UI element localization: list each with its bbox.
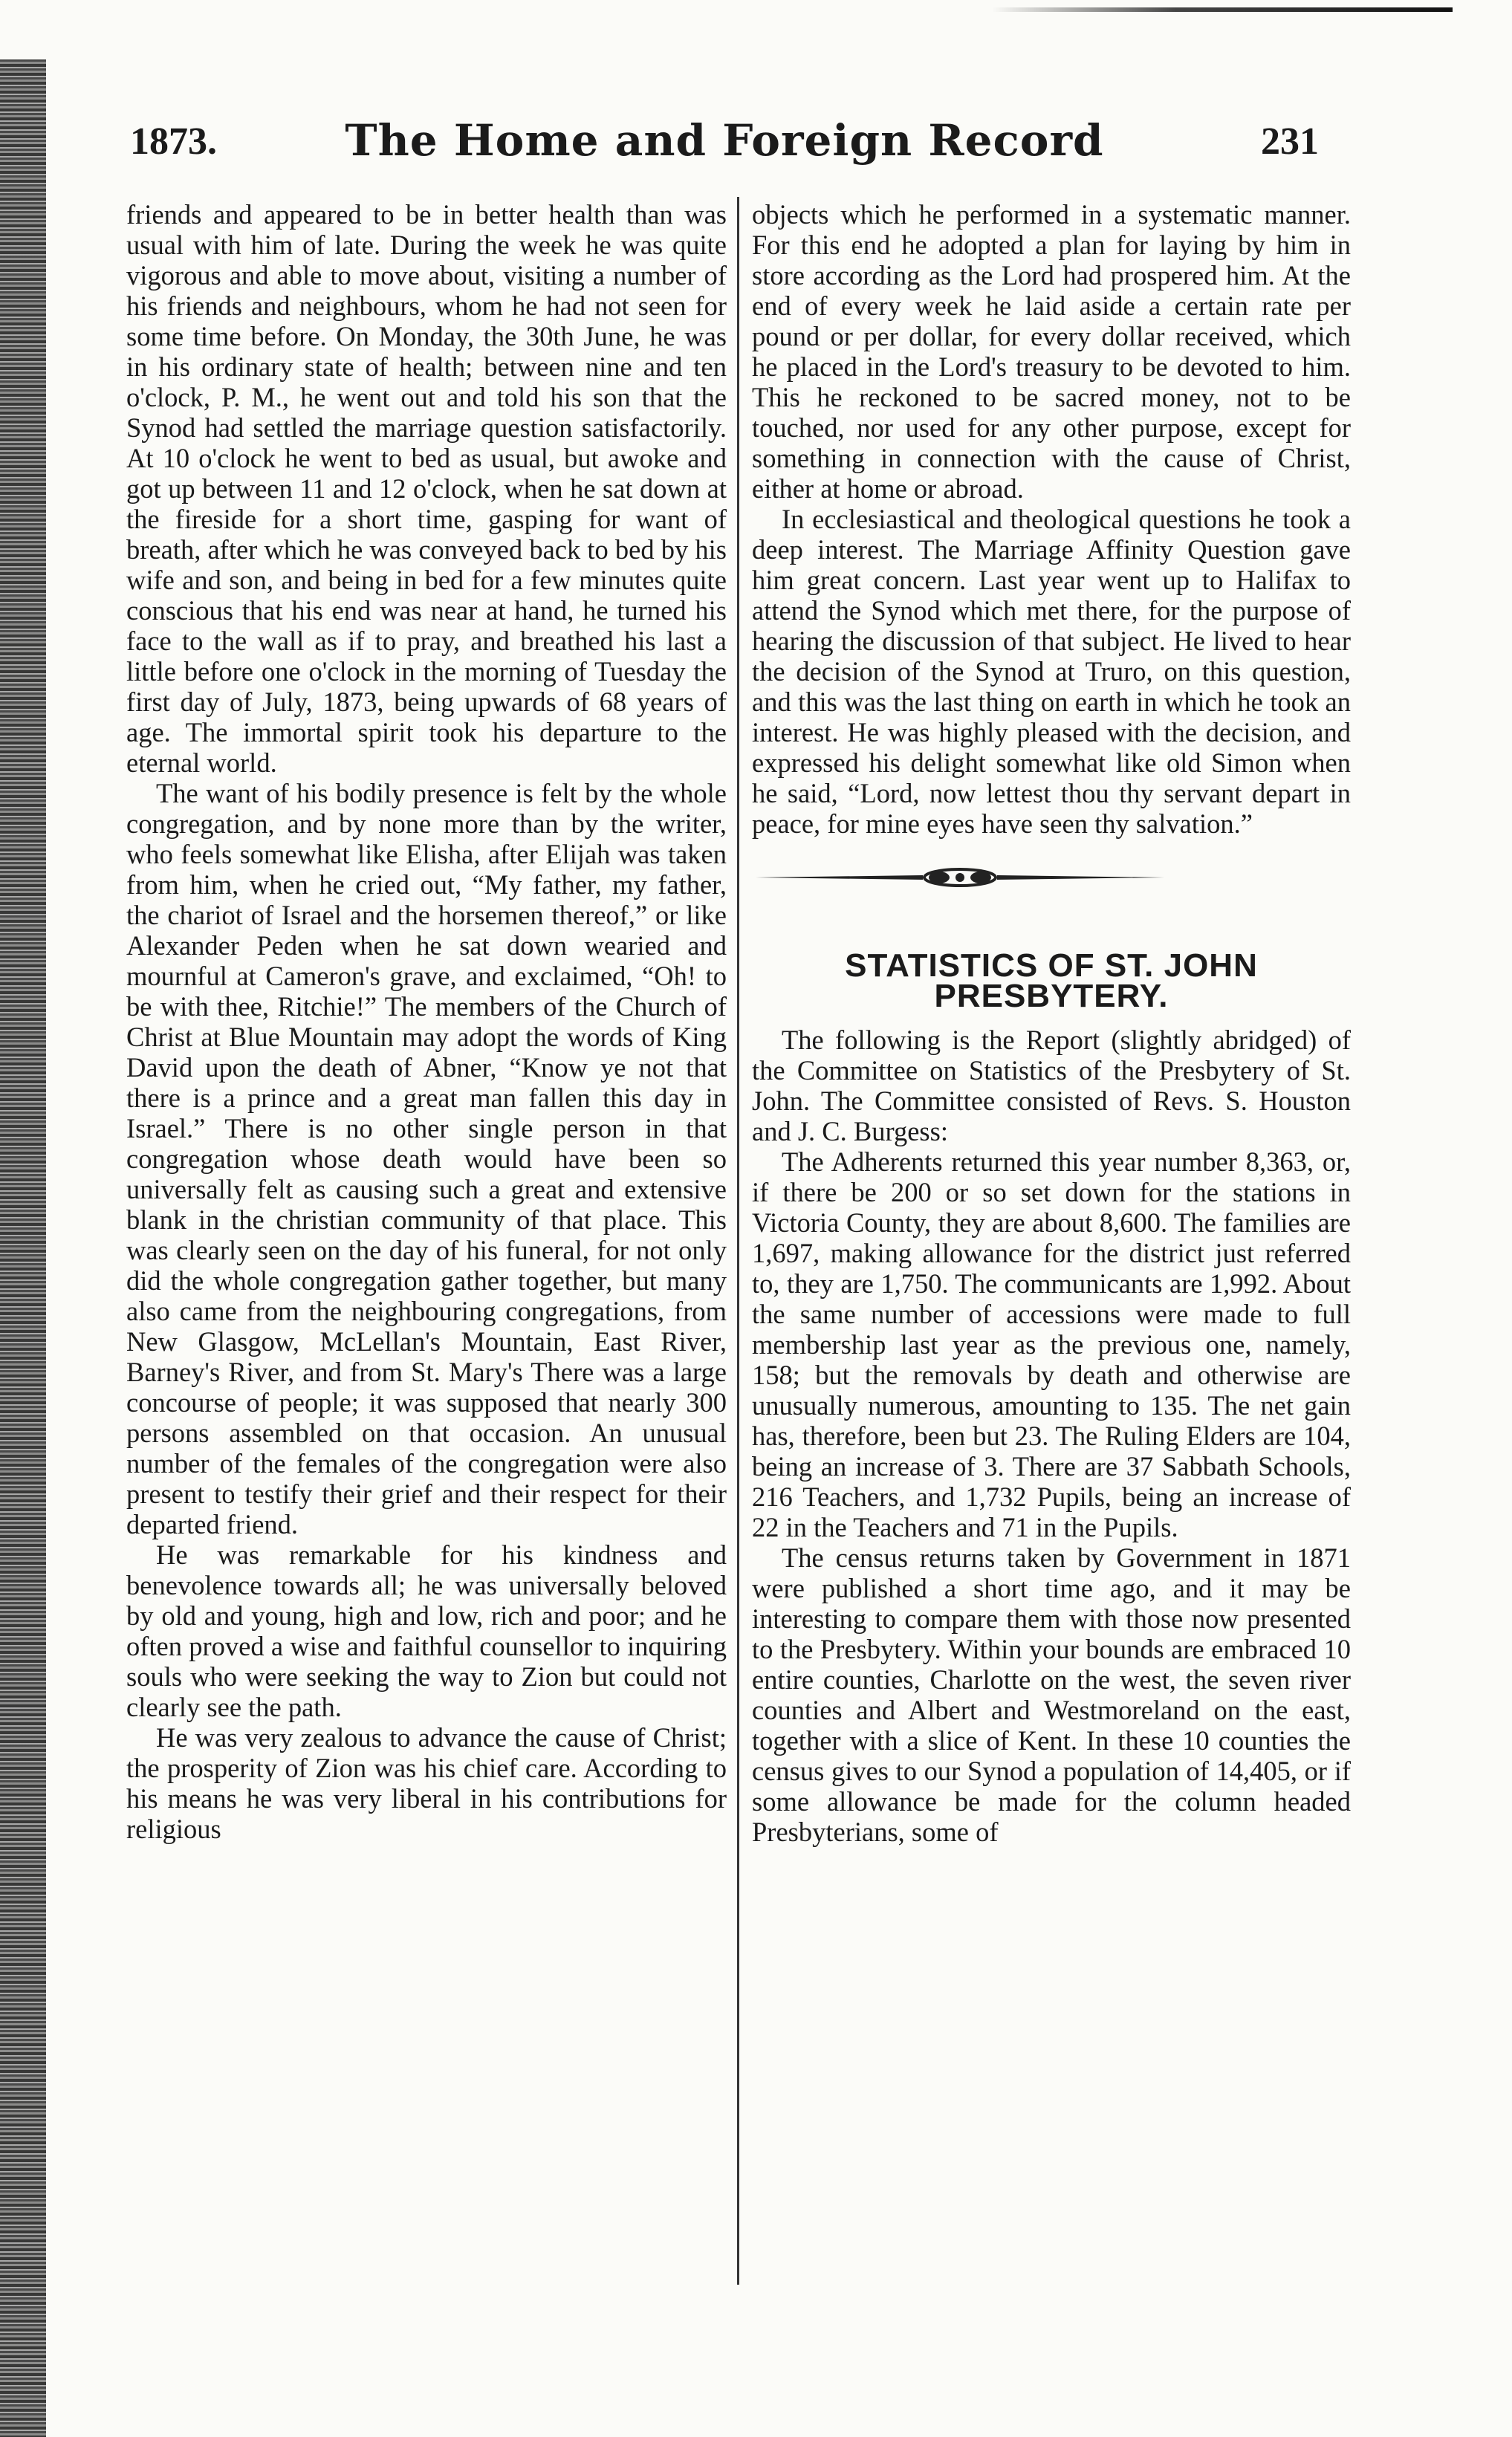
section-heading: STATISTICS OF ST. JOHN PRESBYTERY. [845, 947, 1258, 1014]
paragraph: friends and appeared to be in better health than was usual with him of late. During the week he was quite vigorous and able to move about, visiting a number of his friends and neighbours, whom he had not seen for some time before. On Monday, the 30th June, he was in his ordinary state of health; between nine and ten o'clock, P. M., he went out and told his son that the Synod had settled the marriage question satisfactorily. At 10 o'clock he went to bed as usual, but awoke and got up between 11 and 12 o'clock, when he sat down at the fireside for a short time, gasping for want of breath, after which he was conveyed back to bed by his wife and son, and being in bed for a few minutes quite conscious that his end was near at hand, he turned his face to the wall as if to pray, and breathed his last a little before one o'clock in the morning of Tuesday the first day of July, 1873, being upwards of 68 years of age. The immortal spirit took his departure to the eternal world. [126, 199, 727, 778]
right-column [752, 199, 1351, 1847]
page-number: 231 [1261, 120, 1319, 163]
paragraph: He was very zealous to advance the cause of Christ; the prosperity of Zion was his chief care. According to his means he was very liberal in his contributions for religious [126, 1722, 727, 1844]
header-year: 1873. [130, 120, 217, 163]
page-header [123, 115, 1326, 175]
header-title: The Home and Foreign Record [345, 115, 1104, 166]
paragraph: He was remarkable for his kindness and benevolence towards all; he was universally beloved by old and young, high and low, rich and poor; and he often proved a wise and faithful counsellor to inquiring souls who were seeking the way to Zion but could not clearly see the path. [126, 1539, 727, 1722]
paragraph: objects which he performed in a systematic manner. For this end he adopted a plan for laying by him in store according as the Lord had prospered him. At the end of every week he laid aside a certain rate per pound or per dollar, for every dollar received, which he placed in the Lord's treasury to be devoted to him. This he reckoned to be sacred money, not to be touched, nor used for any other purpose, except for something in connection with the cause of Christ, either at home or abroad. [752, 199, 1351, 504]
paragraph: The census returns taken by Government in 1871 were published a short time ago, and it may be interesting to compare them with those now presented to the Presbytery. Within your bounds are embraced 10 entire counties, Charlotte on the west, the seven river counties and Albert and Westmoreland on the east, together with a slice of Kent. In these 10 counties the census gives to our Synod a population of 14,405, or if some allowance be made for the column headed Presbyterians, some of [752, 1542, 1351, 1847]
ornamental-divider [752, 863, 1168, 892]
column-divider [737, 197, 739, 2285]
top-scan-line [992, 7, 1453, 12]
left-column [126, 199, 727, 1844]
paragraph: The following is the Report (slightly abridged) of the Committee on Statistics of the Presbytery of St. John. The Committee consisted of Revs. S. Houston and J. C. Burgess: [752, 1025, 1351, 1146]
paragraph: The Adherents returned this year number 8,363, or, if there be 200 or so set down for the stations in Victoria County, they are about 8,600. The families are 1,697, making allowance for the district just referred to, they are 1,750. The communicants are 1,992. About the same number of accessions were made to full membership last year as the previous one, namely, 158; but the removals by death and otherwise are unusually numerous, amounting to 135. The net gain has, therefore, been but 23. The Ruling Elders are 104, being an increase of 3. There are 37 Sabbath Schools, 216 Teachers, and 1,732 Pupils, being an increase of 22 in the Teachers and 71 in the Pupils. [752, 1146, 1351, 1542]
binding-edge [0, 59, 46, 2437]
paragraph: In ecclesiastical and theological questions he took a deep interest. The Marriage Affinity Question gave him great concern. Last year went up to Halifax to attend the Synod which met there, for the purpose of hearing the discussion of that subject. He lived to hear the decision of the Synod at Truro, on this question, and this was the last thing on earth in which he took an interest. He was highly pleased with the decision, and expressed his delight somewhat like old Simon when he said, “Lord, now lettest thou thy servant depart in peace, for mine eyes have seen thy salvation.” [752, 504, 1351, 839]
paragraph: The want of his bodily presence is felt by the whole congregation, and by none more than by the writer, who feels somewhat like Elisha, after Elijah was taken from him, when he cried out, “My father, my father, the chariot of Israel and the horsemen thereof,” or like Alexander Peden when he sat down wearied and mournful at Cameron's grave, and exclaimed, “Oh! to be with thee, Ritchie!” The members of the Church of Christ at Blue Mountain may adopt the words of King David upon the death of Abner, “Know ye not that there is a prince and a great man fallen this day in Israel.” There is no other single person in that congregation whose death would have been so universally felt as causing such a great and extensive blank in the christian community of that place. This was clearly seen on the day of his funeral, for not only did the whole congregation gather together, but many also came from the neighbouring congregations, from New Glasgow, McLellan's Mountain, East River, Barney's River, and from St. Mary's There was a large concourse of people; it was supposed that nearly 300 persons assembled on that occasion. An unusual number of the females of the congregation were also present to testify their grief and their respect for their departed friend. [126, 778, 727, 1539]
